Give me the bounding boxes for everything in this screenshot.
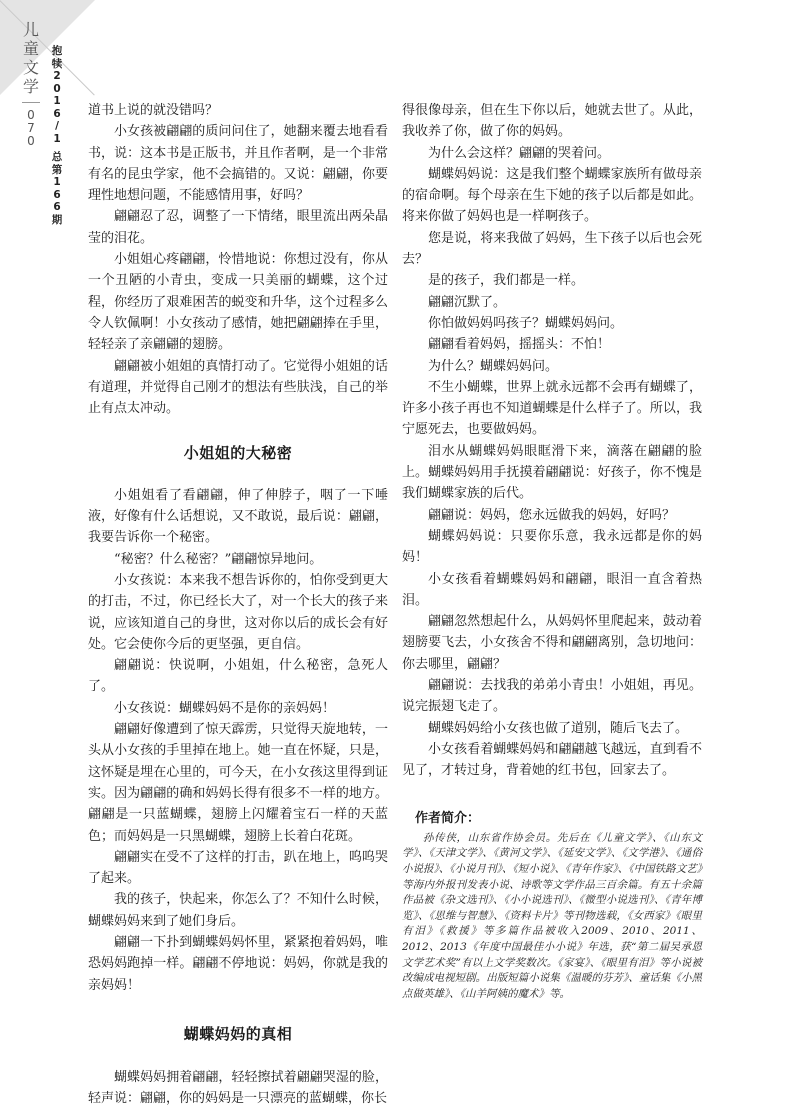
body-paragraph: 蝴蝶妈妈说：这是我们整个蝴蝶家族所有做母亲的宿命啊。每个母亲在生下她的孩子以后都是如此。将来你做了妈妈也是一样啊孩子。 [402,166,702,225]
body-paragraph: 翩翩一下扑到蝴蝶妈妈怀里，紧紧抱着妈妈，唯恐妈妈跑掉一样。翩翩不停地说：妈妈，你就是我的亲妈妈！ [88,934,388,993]
page-number-char: 0 [27,108,35,122]
body-paragraph: 你怕做妈妈吗孩子？蝴蝶妈妈问。 [428,315,624,331]
issue-year-char: / [55,120,59,132]
right-column [402,100,702,1002]
body-paragraph: 翩翩说：妈妈，您永远做我的妈妈，好吗？ [428,507,676,523]
body-paragraph: 小姐姐看了看翩翩，伸了伸脖子，咽了一下唾液，好像有什么话想说，又不敢说，最后说：翩翩，我要告诉你一个秘密。 [88,487,388,546]
body-paragraph: 翩翩好像遭到了惊天霹雳，只觉得天旋地转，一头从小女孩的手里掉在地上。她一直在怀疑，只是，这怀疑是埋在心里的，可今天，在小女孩这里得到证实。因为翩翩的确和妈妈长得有很多不一样的地方。翩翩是一只蓝蝴蝶，翅膀上闪耀着宝石一样的天蓝色；而妈妈是一只黑蝴蝶，翅膀上长着白花斑。 [88,722,388,844]
body-paragraph: 小女孩被翩翩的质问问住了，她翻来覆去地看看书，说：这本书是正版书，并且作者啊，是一个非常有名的昆虫学家，他不会搞错的。又说：翩翩，你要理性地想问题，不能感情用事，好吗？ [88,124,388,204]
issue-total-char: 总 [51,151,63,163]
body-paragraph: 蝴蝶妈妈拥着翩翩，轻轻擦拭着翩翩哭湿的脸，轻声说：翩翩，你的妈妈是一只漂亮的蓝蝴蝶，你长 [88,1070,388,1107]
issue-year-char: 2 [53,70,61,82]
page-number-char: 0 [27,134,35,148]
body-paragraph: 小女孩看着蝴蝶妈妈和翩翩越飞越远，直到看不见了，才转过身，背着她的红书包，回家去了。 [402,741,702,779]
body-paragraph: 小女孩说：蝴蝶妈妈不是你的亲妈妈！ [114,700,336,716]
issue-year-char: 1 [53,95,61,107]
body-paragraph: 翩翩说：去找我的弟弟小青虫！小姐姐，再见。说完振翅飞走了。 [402,678,702,715]
section-heading: 小姐姐的大秘密 [183,444,293,463]
body-paragraph: 是的孩子，我们都是一样。 [428,273,585,289]
body-paragraph: 翩翩看着妈妈，摇摇头：不怕！ [428,337,611,353]
body-paragraph: 翩翩说：快说啊，小姐姐，什么秘密，急死人了。 [88,658,388,695]
body-paragraph: “秘密？什么秘密？”翩翩惊异地问。 [114,551,323,567]
issue-total-char: 期 [51,213,63,226]
header-separator [22,102,40,103]
issue-year-char: 1 [53,132,61,145]
magazine-title-char: 学 [22,77,39,96]
body-paragraph: 您是说，将来我做了妈妈，生下孩子以后也会死去？ [402,230,702,268]
body-paragraph: 为什么会这样？翩翩的哭着问。 [428,145,611,161]
body-paragraph: 得很像母亲，但在生下你以后，她就去世了。从此，我收养了你，做了你的妈妈。 [402,103,702,140]
issue-prefix-char: 抱 [51,45,63,57]
magazine-title-char: 文 [22,58,39,77]
magazine-title-char: 童 [22,39,39,58]
magazine-title-char: 儿 [22,20,39,39]
author-bio: 孙传侠，山东省作协会员。先后在《儿童文学》、《山东文学》、《天津文学》、《黄河文学》、《延安文学》、《文学港》、《通俗小说报》、《小说月刊》、《短小说》、《青年作家》、《中国铁路文艺》等海内外报刊发表小说、诗歌等文学作品三百余篇。有五十余篇作品被《杂文选刊》、《小小说选刊》、《微型小说选刊》、《青年博览》、《思维与智慧》、《资料卡片》等刊物选载，《女西家》《眼里有泪》《救援》等多篇作品被收入2009、2010、2011、2012、2013《年度中国最佳小小说》年选，获“第二届吴承恩文学艺术奖”有以上文学奖数次。《家宴》、《眼里有泪》等小说被改编成电视短剧。出版短篇小说集《温暖的芬芳》、童话集《小黑点做英雄》、《山羊阿姨的魔术》等。 [402,831,702,1000]
body-paragraph: 道书上说的就没错吗？ [88,103,219,118]
body-paragraph: 小女孩看着蝴蝶妈妈和翩翩，眼泪一直含着热泪。 [402,571,702,608]
issue-total-char: 6 [53,201,61,213]
issue-info-vertical [50,45,64,226]
section-heading: 蝴蝶妈妈的真相 [183,1024,293,1043]
body-paragraph: 蝴蝶妈妈给小女孩也做了道别，随后飞去了。 [428,720,689,736]
body-paragraph: 翩翩被小姐姐的真情打动了。它觉得小姐姐的话有道理，并觉得自己刚才的想法有些肤浅，自己的举止有点太冲动。 [88,358,388,417]
issue-total-char: 1 [53,176,61,188]
body-paragraph: 小女孩说：本来我不想告诉你的，怕你受到更大的打击，不过，你已经长大了，对一个长大的孩子来说，应该知道自己的身世，这对你以后的成长会有好处。它会使你今后的更坚强，更自信。 [88,572,388,652]
left-column [88,100,388,1110]
issue-year-char: 0 [53,82,61,95]
body-paragraph: 泪水从蝴蝶妈妈眼眶滑下来，滴落在翩翩的脸上。蝴蝶妈妈用手抚摸着翩翩说：好孩子，你不愧是我们蝴蝶家族的后代。 [402,443,702,502]
body-paragraph: 不生小蝴蝶，世界上就永远都不会再有蝴蝶了，许多小孩子再也不知道蝴蝶是什么样子了。所以，我宁愿死去，也要做妈妈。 [402,379,702,438]
body-paragraph: 翩翩沉默了。 [428,294,507,310]
author-intro-heading: 作者简介： [415,810,481,826]
magazine-title-vertical [20,20,42,148]
issue-total-char: 6 [53,188,61,201]
body-paragraph: 翩翩忍了忍，调整了一下情绪，眼里流出两朵晶莹的泪花。 [88,209,388,246]
body-paragraph: 为什么？蝴蝶妈妈问。 [428,358,559,374]
body-paragraph: 蝴蝶妈妈说：只要你乐意，我永远都是你的妈妈！ [402,528,702,566]
page-number-char: 7 [27,121,35,135]
body-paragraph: 翩翩忽然想起什么，从妈妈怀里爬起来，鼓动着翅膀要飞去，小女孩舍不得和翩翩离别，急切地问：你去哪里，翩翩？ [402,614,702,672]
issue-year-char: 6 [53,107,61,120]
body-paragraph: 小姐姐心疼翩翩，怜惜地说：你想过没有，你从一个丑陋的小青虫，变成一只美丽的蝴蝶，这个过程，你经历了艰难困苦的蜕变和升华，这个过程多么令人钦佩啊！小女孩动了感情，她把翩翩捧在手里，轻轻亲了亲翩翩的翅膀。 [88,252,388,353]
body-paragraph: 翩翩实在受不了这样的打击，趴在地上，呜呜哭了起来。 [88,849,388,887]
issue-total-char: 第 [51,163,63,176]
issue-prefix-char: 犊 [51,57,63,70]
body-paragraph: 我的孩子，快起来，你怎么了？不知什么时候，蝴蝶妈妈来到了她们身后。 [88,892,388,929]
